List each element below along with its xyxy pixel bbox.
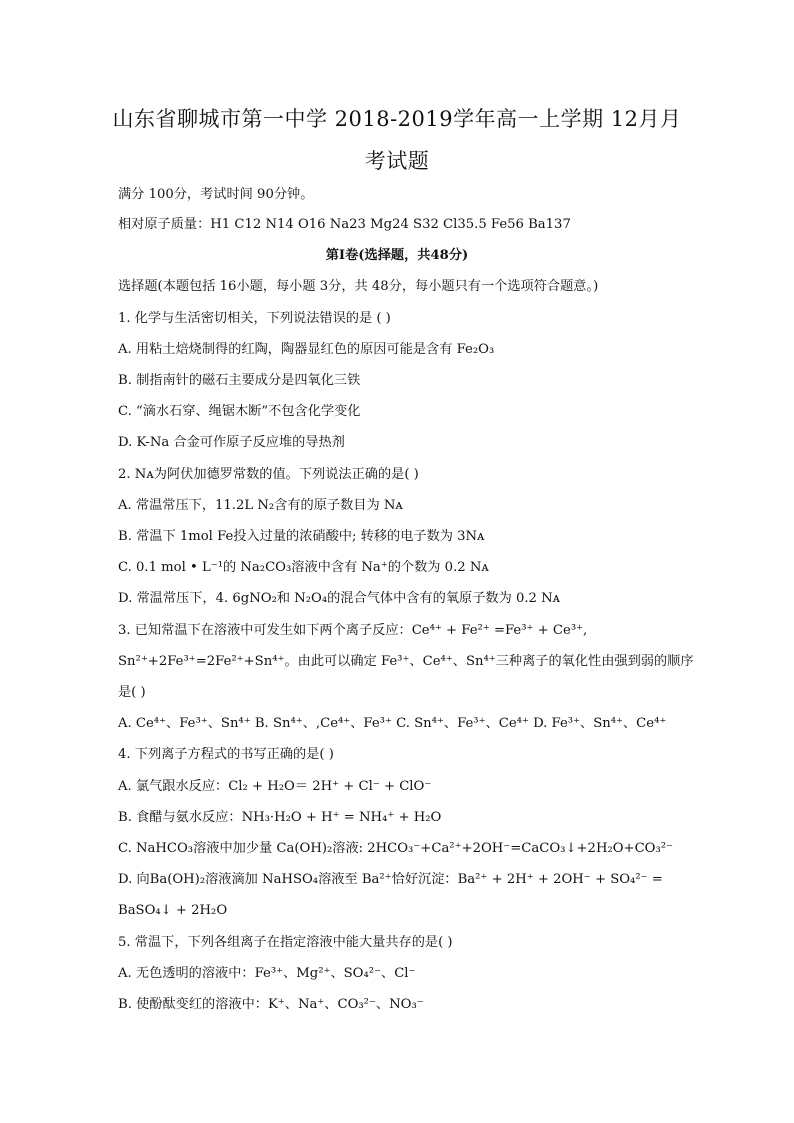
question-1-option-c: C. “滴水石穿、绳锯木断”不包含化学变化 [118,404,361,419]
section-title: 第Ⅰ卷(选择题，共48分) [325,248,469,263]
question-4-option-d-line-1: D. 向Ba(OH)₂溶液滴加 NaHSO₄溶液至 Ba²⁺恰好沉淀：Ba²⁺ + 2H⁺ + 2OH⁻ + SO₄²⁻ = [118,872,663,887]
question-2-option-c: C. 0.1 mol • L⁻¹的 Na₂CO₃溶液中含有 Na⁺的个数为 0.2 Nᴀ [118,560,489,575]
exam-title-line-1: 山东省聊城市第一中学 2018-2019学年高一上学期 12月月 [112,107,682,131]
atomic-mass-line: 相对原子质量：H1 C12 N14 O16 Na23 Mg24 S32 Cl35.5 Fe56 Ba137 [118,217,571,232]
question-5-stem: 5. 常温下，下列各组离子在指定溶液中能大量共存的是( ) [118,935,453,950]
question-2-option-d: D. 常温常压下，4. 6gNO₂和 N₂O₄的混合气体中含有的氧原子数为 0.2 Nᴀ [118,591,561,606]
exam-title-line-2: 考试题 [364,149,430,173]
question-2-option-a: A. 常温常压下，11.2L N₂含有的原子数目为 Nᴀ [118,498,403,513]
instructions: 选择题(本题包括 16小题，每小题 3分，共 48分，每小题只有一个选项符合题意。) [118,279,599,294]
question-3-options: A. Ce⁴⁺、Fe³⁺、Sn⁴⁺ B. Sn⁴⁺、,Ce⁴⁺、Fe³⁺ C. Sn⁴⁺、Fe³⁺、Ce⁴⁺ D. Fe³⁺、Sn⁴⁺、Ce⁴⁺ [118,716,667,731]
question-1-stem: 1. 化学与生活密切相关，下列说法错误的是 ( ) [118,311,391,326]
question-2-stem: 2. Nᴀ为阿伏加德罗常数的值。下列说法正确的是( ) [118,467,419,482]
question-5-option-b: B. 使酚酞变红的溶液中：K⁺、Na⁺、CO₃²⁻、NO₃⁻ [118,997,424,1012]
question-4-stem: 4. 下列离子方程式的书写正确的是( ) [118,747,334,762]
question-5-option-a: A. 无色透明的溶液中：Fe³⁺、Mg²⁺、SO₄²⁻、Cl⁻ [118,966,416,981]
question-3-stem-line-3: 是( ) [118,685,146,700]
question-4-option-b: B. 食醋与氨水反应：NH₃·H₂O + H⁺ = NH₄⁺ + H₂O [118,810,442,825]
full-score-note: 满分 100分，考试时间 90分钟。 [118,187,314,202]
question-2-option-b: B. 常温下 1mol Fe投入过量的浓硝酸中; 转移的电子数为 3Nᴀ [118,529,485,544]
question-4-option-c: C. NaHCO₃溶液中加少量 Ca(OH)₂溶液: 2HCO₃⁻+Ca²⁺+2OH⁻=CaCO₃↓+2H₂O+CO₃²⁻ [118,841,674,856]
question-3-stem-line-2: Sn²⁺+2Fe³⁺=2Fe²⁺+Sn⁴⁺。由此可以确定 Fe³⁺、Ce⁴⁺、Sn⁴⁺三种离子的氧化性由强到弱的顺序 [118,654,694,669]
question-3-stem-line-1: 3. 已知常温下在溶液中可发生如下两个离子反应：Ce⁴⁺ + Fe²⁺ =Fe³⁺ + Ce³⁺, [118,623,588,638]
question-4-option-a: A. 氯气跟水反应：Cl₂ + H₂O＝ 2H⁺ + Cl⁻ + ClO⁻ [118,779,432,794]
question-4-option-d-line-2: BaSO₄↓ + 2H₂O [118,903,228,918]
question-1-option-d: D. K-Na 合金可作原子反应堆的导热剂 [118,435,345,450]
question-1-option-b: B. 制指南针的磁石主要成分是四氧化三铁 [118,373,361,388]
question-1-option-a: A. 用粘土焙烧制得的红陶，陶器显红色的原因可能是含有 Fe₂O₃ [118,342,495,357]
